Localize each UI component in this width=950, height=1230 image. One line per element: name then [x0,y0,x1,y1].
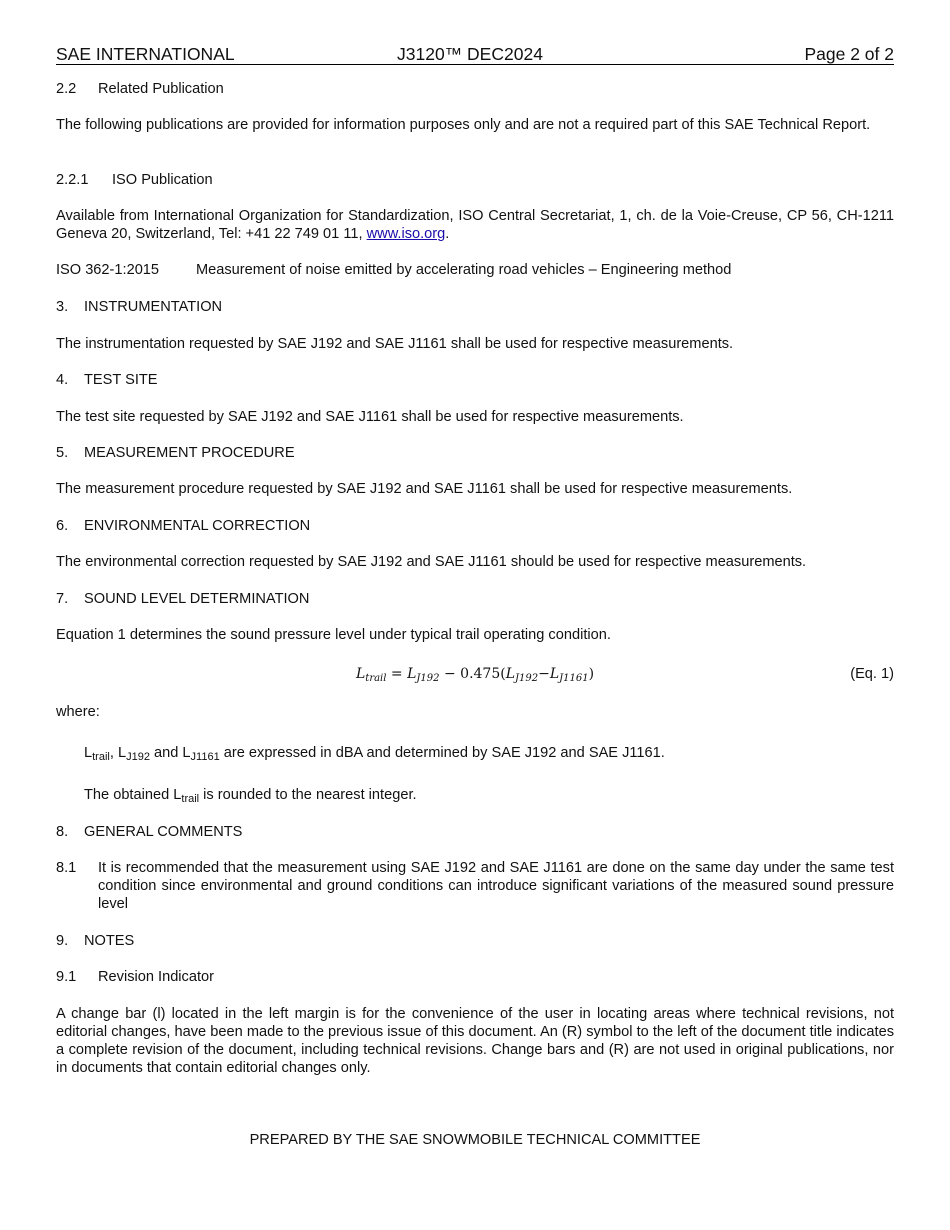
reference-code: ISO 362-1:2015 [56,262,160,278]
eq-subscript: J1161 [559,673,589,684]
note-text: The obtained [84,787,174,803]
subscript: J1161 [190,751,220,763]
heading-title: SOUND LEVEL DETERMINATION [84,591,310,607]
eq-coefficient: 0.475( [460,666,506,682]
symbol: L [117,745,127,761]
heading-2-2 [56,80,894,98]
heading-8 [56,823,894,841]
eq-subscript: J192 [416,673,440,684]
heading-title: Revision Indicator [98,969,214,985]
header-page-number: Page 2 of 2 [804,44,894,64]
heading-number: 3. [56,299,69,315]
paragraph-text-end: . [445,226,450,242]
header-org: SAE INTERNATIONAL [56,44,235,64]
paragraph-2-2-1 [56,207,894,243]
paragraph-text: Available from International Organization for Standardization, ISO Central Secretariat, 1, ch. de la Voie-Creuse, CP 56, CH-1211 Geneva 20, Switzerland, Tel: +41 22 749 01 11, [56,208,894,242]
heading-title: Related Publication [98,81,224,97]
separator: , [109,745,118,761]
rounding-note [84,786,894,804]
heading-9-1 [56,968,894,986]
heading-number: 9. [56,933,69,949]
note-text-end: is rounded to the nearest integer. [199,787,417,803]
clause-text: It is recommended that the measurement using SAE J192 and SAE J1161 are done on the same day under the same test condition since environmental and ground conditions can introduce significant variations of the measured sound pressure level [98,860,894,912]
paragraph-7: Equation 1 determines the sound pressure level under typical trail operating condition. [56,627,611,643]
heading-number: 7. [56,591,69,607]
heading-title: ENVIRONMENTAL CORRECTION [84,518,311,534]
eq-operator: − [439,666,461,682]
paragraph-9-1: A change bar (l) located in the left margin is for the convenience of the user in locating areas where technical revisions, not editorial changes, have been made to the previous issue of this document. An (R) symbol to the left of the document title indicates a complete revision of the document, including technical revisions. Change bars and (R) are not used in original publications, nor in documents that contain editorial changes only. [56,1006,894,1076]
clause-8-1 [56,859,894,913]
eq-symbol: L [407,666,417,682]
paragraph-5: The measurement procedure requested by SAE J192 and SAE J1161 shall be used for respective measurements. [56,481,793,497]
paragraph-3: The instrumentation requested by SAE J192 and SAE J1161 shall be used for respective measurements. [56,336,734,352]
heading-number: 2.2 [56,81,77,97]
eq-subscript: trail [365,673,387,684]
symbol: L [182,745,191,761]
heading-title: INSTRUMENTATION [84,299,223,315]
clause-number: 8.1 [56,860,77,876]
eq-symbol: L [505,666,515,682]
heading-title: ISO Publication [112,172,213,188]
paragraph-2-2: The following publications are provided for information purposes only and are not a required part of this SAE Technical Report. [56,117,871,133]
heading-number: 8. [56,824,69,840]
header-doc-id: J3120™ DEC2024 [397,44,543,64]
iso-link[interactable]: www.iso.org [366,226,446,242]
symbol: L [84,745,93,761]
equation-number: (Eq. 1) [850,666,894,682]
heading-6 [56,517,894,535]
heading-title: MEASUREMENT PROCEDURE [84,445,295,461]
symbol: L [173,787,182,803]
page-header [56,44,894,65]
eq-paren: ) [588,666,595,682]
eq-subscript: J192 [515,673,539,684]
heading-number: 5. [56,445,69,461]
heading-7 [56,590,894,608]
heading-2-2-1 [56,171,894,189]
heading-title: NOTES [84,933,135,949]
heading-5 [56,444,894,462]
where-label: where: [56,704,100,720]
heading-number: 9.1 [56,969,77,985]
equation-1 [356,664,594,684]
heading-number: 2.2.1 [56,172,89,188]
heading-number: 6. [56,518,69,534]
subscript: trail [181,793,200,805]
reference-title: Measurement of noise emitted by accelerating road vehicles – Engineering method [196,262,732,278]
eq-symbol: L [356,666,366,682]
paragraph-4: The test site requested by SAE J192 and SAE J1161 shall be used for respective measurements. [56,409,684,425]
heading-3 [56,298,894,316]
heading-4 [56,371,894,389]
paragraph-6: The environmental correction requested by SAE J192 and SAE J1161 should be used for respective measurements. [56,554,807,570]
definition-text: are expressed in dBA and determined by SAE J192 and SAE J1161. [219,745,665,761]
subscript: J192 [126,751,150,763]
eq-operator: − [538,666,550,682]
subscript: trail [92,751,110,763]
committee-footer: PREPARED BY THE SAE SNOWMOBILE TECHNICAL COMMITTEE [249,1132,701,1148]
eq-symbol: L [549,666,560,682]
separator: and [149,745,183,761]
eq-operator: = [386,666,408,682]
heading-title: TEST SITE [84,372,158,388]
variable-definitions [84,744,894,762]
heading-title: GENERAL COMMENTS [84,824,243,840]
reference-entry [56,261,894,279]
heading-number: 4. [56,372,69,388]
heading-9 [56,932,894,950]
